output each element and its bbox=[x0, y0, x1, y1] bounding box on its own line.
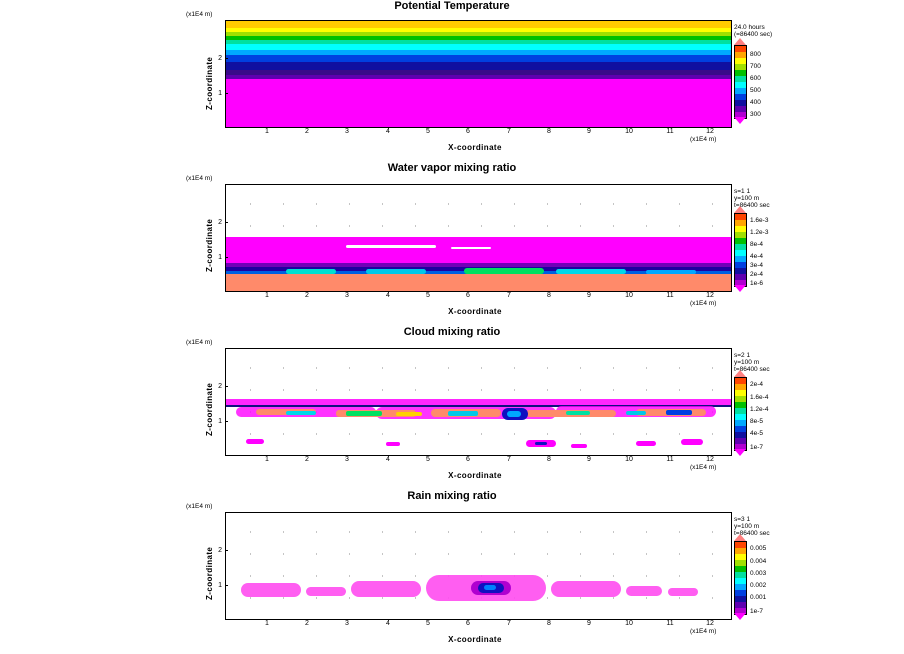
x-unit-bottom: (x1E4 m) bbox=[690, 136, 717, 143]
panel-cloud-mixing-ratio bbox=[0, 326, 904, 488]
annotation-line-1: s=3 1 bbox=[734, 516, 751, 523]
x-unit-bottom: (x1E4 m) bbox=[690, 628, 717, 635]
colorbar-label: 2e-4 bbox=[750, 271, 764, 278]
colorbar-label: 1.6e-3 bbox=[750, 217, 769, 224]
colorbar-label: 0.005 bbox=[750, 545, 767, 552]
colorbar-label: 700 bbox=[750, 63, 761, 70]
colorbar-label: 1e-6 bbox=[750, 280, 764, 287]
x-axis-label: X-coordinate bbox=[448, 471, 502, 480]
panel-water-vapor bbox=[0, 162, 904, 324]
x-tick: 10 bbox=[625, 456, 633, 463]
x-tick: 2 bbox=[305, 292, 309, 299]
x-tick: 9 bbox=[587, 456, 591, 463]
x-tick: 9 bbox=[587, 292, 591, 299]
x-tick: 11 bbox=[666, 128, 674, 135]
x-tick: 11 bbox=[666, 456, 674, 463]
x-tick: 1 bbox=[265, 128, 269, 135]
annotation-line-3: t=86400 sec bbox=[734, 530, 770, 537]
y-axis-label: Z-coordinate bbox=[205, 218, 214, 272]
x-tick: 1 bbox=[265, 456, 269, 463]
plot-area-water-vapor bbox=[225, 184, 732, 292]
x-tick: 4 bbox=[386, 292, 390, 299]
y-unit-top: (x1E4 m) bbox=[186, 339, 213, 346]
colorbar-label: 1.2e-4 bbox=[750, 406, 769, 413]
colorbar bbox=[734, 213, 747, 287]
x-tick: 12 bbox=[706, 292, 714, 299]
x-tick: 4 bbox=[386, 620, 390, 627]
colorbar-label: 600 bbox=[750, 75, 761, 82]
colorbar-label: 0.003 bbox=[750, 570, 767, 577]
plot-area-potential-temperature bbox=[225, 20, 732, 128]
x-tick: 7 bbox=[507, 292, 511, 299]
annotation-line-2: y=100 m bbox=[734, 523, 760, 530]
chart-title: Water vapor mixing ratio bbox=[387, 162, 517, 174]
x-tick: 6 bbox=[466, 292, 470, 299]
x-tick: 1 bbox=[265, 620, 269, 627]
x-tick: 7 bbox=[507, 620, 511, 627]
x-tick: 4 bbox=[386, 456, 390, 463]
x-tick: 8 bbox=[547, 128, 551, 135]
x-unit-bottom: (x1E4 m) bbox=[690, 300, 717, 307]
y-axis-label: Z-coordinate bbox=[205, 382, 214, 436]
x-tick: 4 bbox=[386, 128, 390, 135]
colorbar-label: 1.2e-3 bbox=[750, 229, 769, 236]
x-axis-label: X-coordinate bbox=[448, 307, 502, 316]
x-tick: 12 bbox=[706, 620, 714, 627]
annotation-line-1: s=1 1 bbox=[734, 188, 751, 195]
x-tick: 9 bbox=[587, 620, 591, 627]
y-tick: 2 bbox=[218, 55, 222, 62]
x-tick: 7 bbox=[507, 128, 511, 135]
y-unit-top: (x1E4 m) bbox=[186, 11, 213, 18]
x-tick: 2 bbox=[305, 456, 309, 463]
x-tick: 5 bbox=[426, 292, 430, 299]
y-unit-top: (x1E4 m) bbox=[186, 503, 213, 510]
x-tick: 5 bbox=[426, 128, 430, 135]
colorbar-label: 4e-4 bbox=[750, 253, 764, 260]
colorbar-label: 4e-5 bbox=[750, 430, 764, 437]
x-tick: 5 bbox=[426, 456, 430, 463]
y-tick: 2 bbox=[218, 547, 222, 554]
x-tick: 10 bbox=[625, 292, 633, 299]
y-tick: 2 bbox=[218, 219, 222, 226]
y-axis-label: Z-coordinate bbox=[205, 56, 214, 110]
x-tick: 11 bbox=[666, 620, 674, 627]
y-tick: 1 bbox=[218, 582, 222, 589]
y-unit-top: (x1E4 m) bbox=[186, 175, 213, 182]
x-axis-label: X-coordinate bbox=[448, 143, 502, 152]
x-axis-label: X-coordinate bbox=[448, 635, 502, 644]
x-tick: 3 bbox=[345, 456, 349, 463]
colorbar-label: 400 bbox=[750, 99, 761, 106]
x-tick: 9 bbox=[587, 128, 591, 135]
x-tick: 6 bbox=[466, 620, 470, 627]
annotation-line-2: y=100 m bbox=[734, 195, 760, 202]
x-tick: 2 bbox=[305, 620, 309, 627]
colorbar-label: 1e-7 bbox=[750, 608, 764, 615]
colorbar-label: 8e-4 bbox=[750, 241, 764, 248]
y-tick: 2 bbox=[218, 383, 222, 390]
x-tick: 3 bbox=[345, 128, 349, 135]
colorbar-label: 1e-7 bbox=[750, 444, 764, 451]
chart-title: Potential Temperature bbox=[394, 0, 510, 12]
annotation-line-3: t=86400 sec bbox=[734, 366, 770, 373]
colorbar bbox=[734, 541, 747, 615]
x-tick: 10 bbox=[625, 620, 633, 627]
x-tick: 5 bbox=[426, 620, 430, 627]
colorbar-label: 500 bbox=[750, 87, 761, 94]
x-tick: 3 bbox=[345, 292, 349, 299]
x-tick: 12 bbox=[706, 456, 714, 463]
colorbar-label: 8e-5 bbox=[750, 418, 764, 425]
x-tick: 6 bbox=[466, 128, 470, 135]
colorbar-label: 300 bbox=[750, 111, 761, 118]
panel-rain-mixing-ratio bbox=[0, 490, 904, 654]
y-axis-label: Z-coordinate bbox=[205, 546, 214, 600]
x-tick: 2 bbox=[305, 128, 309, 135]
chart-title: Cloud mixing ratio bbox=[403, 326, 501, 338]
x-tick: 8 bbox=[547, 292, 551, 299]
colorbar bbox=[734, 377, 747, 451]
colorbar-label: 800 bbox=[750, 51, 761, 58]
annotation-line-2: y=100 m bbox=[734, 359, 760, 366]
x-tick: 3 bbox=[345, 620, 349, 627]
x-tick: 7 bbox=[507, 456, 511, 463]
y-tick: 1 bbox=[218, 90, 222, 97]
panel-potential-temperature bbox=[0, 0, 904, 160]
y-tick: 1 bbox=[218, 254, 222, 261]
x-tick: 6 bbox=[466, 456, 470, 463]
annotation-line-1: s=2 1 bbox=[734, 352, 751, 359]
x-tick: 1 bbox=[265, 292, 269, 299]
x-tick: 8 bbox=[547, 620, 551, 627]
x-tick: 12 bbox=[706, 128, 714, 135]
annotation-line-3: t=86400 sec bbox=[734, 202, 770, 209]
annotation-line-1: 24.0 hours bbox=[734, 24, 765, 31]
colorbar-label: 0.001 bbox=[750, 594, 767, 601]
colorbar bbox=[734, 45, 747, 119]
colorbar-label: 0.002 bbox=[750, 582, 767, 589]
colorbar-label: 0.004 bbox=[750, 558, 767, 565]
colorbar-label: 1.6e-4 bbox=[750, 394, 769, 401]
annotation-line-2: (=86400 sec) bbox=[734, 31, 773, 38]
x-tick: 11 bbox=[666, 292, 674, 299]
colorbar-label: 2e-4 bbox=[750, 381, 764, 388]
plot-area-cloud bbox=[225, 348, 732, 456]
x-tick: 10 bbox=[625, 128, 633, 135]
y-tick: 1 bbox=[218, 418, 222, 425]
chart-title: Rain mixing ratio bbox=[407, 490, 497, 502]
x-unit-bottom: (x1E4 m) bbox=[690, 464, 717, 471]
colorbar-label: 3e-4 bbox=[750, 262, 764, 269]
x-tick: 8 bbox=[547, 456, 551, 463]
plot-area-rain bbox=[225, 512, 732, 620]
